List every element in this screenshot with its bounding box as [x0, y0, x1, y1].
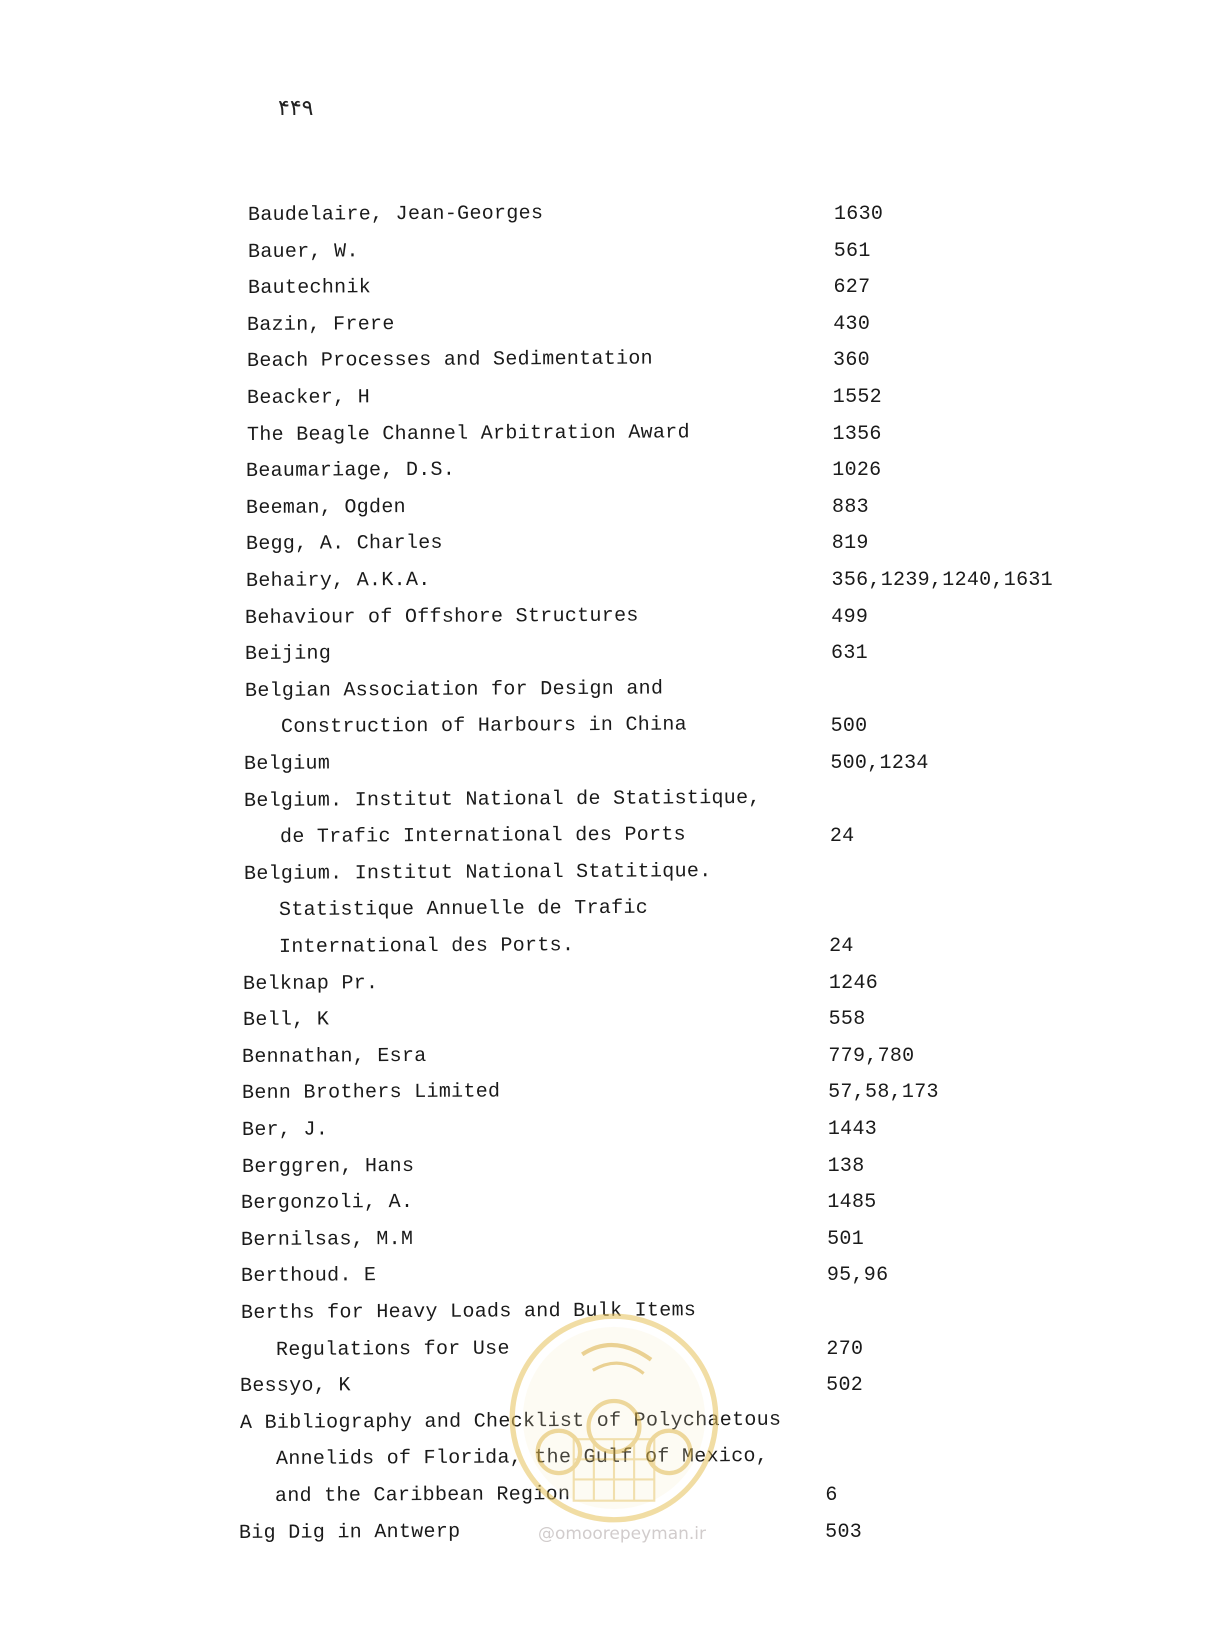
index-entry-pages: 501 [827, 1227, 865, 1251]
index-entry-term: Behaviour of Offshore Structures [245, 604, 640, 630]
index-entry-term: Berths for Heavy Loads and Bulk Items [240, 1299, 696, 1325]
index-entry-pages: 500,1234 [830, 752, 929, 775]
index-entry-term: Beaumariage, D.S. [246, 458, 456, 484]
index-entry-pages: 627 [833, 276, 871, 300]
index-entry-pages: 138 [827, 1154, 865, 1178]
index-entry-pages: 1026 [832, 459, 882, 483]
index-entry-pages: 1356 [832, 422, 882, 446]
watermark-site-text: @omoorepeyman.ir [538, 1524, 707, 1544]
index-entry-pages: 1485 [827, 1191, 877, 1215]
index-entry-term-continuation: and the Caribbean Region [275, 1483, 571, 1508]
index-entry-term: Bergonzoli, A. [241, 1191, 414, 1216]
index-entry-term: Belgium [244, 752, 331, 776]
index-entry-term: Bessyo, K [240, 1374, 351, 1399]
index-entry-pages: 1246 [828, 971, 879, 995]
index-entry-pages: 57,58,173 [828, 1081, 939, 1105]
index-entry-pages: 24 [829, 825, 855, 849]
index-entry-term: Baudelaire, Jean-Georges [247, 202, 544, 227]
index-entry-term-continuation: Annelids of Florida, the Gulf of Mexico, [275, 1445, 768, 1472]
index-entry-pages: 779,780 [828, 1044, 915, 1068]
index-entry-term: Bell, K [242, 1008, 329, 1033]
index-entry-term: Belgian Association for Design and [244, 677, 664, 703]
index-entry-term-continuation: International des Ports. [279, 934, 575, 959]
index-entry-term: Belknap Pr. [242, 971, 379, 996]
index-entry-pages: 430 [833, 312, 871, 336]
index-entry-pages: 503 [825, 1520, 863, 1544]
index-entry-term-continuation: Construction of Harbours in China [280, 713, 687, 740]
index-entry-pages: 561 [833, 239, 871, 263]
index-entry-term: Begg, A. Charles [245, 532, 443, 557]
index-entry-term: Berggren, Hans [241, 1154, 414, 1179]
index-entry-term: Bernilsas, M.M [241, 1227, 414, 1252]
index-entry-term: Ber, J. [241, 1118, 329, 1142]
page-number: ۴۴۹ [278, 96, 314, 121]
index-entry-term: Bauer, W. [247, 239, 359, 264]
index-entry-term: Beeman, Ogden [245, 495, 407, 520]
index-entry-term: Bautechnik [247, 276, 371, 301]
index-entry-pages: 360 [833, 349, 870, 373]
index-entry-pages: 356,1239,1240,1631 [831, 569, 1053, 592]
index-entry-pages: 499 [831, 605, 869, 629]
index-entry-pages: 819 [831, 532, 869, 556]
index-entry-term: Belgium. Institut National Statitique. [243, 859, 712, 886]
index-entry-pages: 1552 [832, 386, 882, 409]
index-entry-term: Belgium. Institut National de Statistique, [243, 786, 761, 813]
index-entry-pages: 1630 [834, 203, 884, 226]
index-entry-term: Behairy, A.K.A. [245, 568, 431, 593]
index-entry-pages: 500 [830, 715, 868, 739]
index-entry-pages: 6 [825, 1484, 838, 1507]
index-entry-term-continuation: Regulations for Use [276, 1337, 511, 1362]
index-entry-pages: 558 [828, 1008, 866, 1032]
index-entry-pages: 631 [831, 642, 868, 666]
index-entry-term: Berthoud. E [240, 1264, 377, 1289]
index-entry-pages: 502 [826, 1374, 864, 1398]
index-entry-term: Big Dig in Antwerp [239, 1520, 461, 1545]
index-entry-term: Benn Brothers Limited [242, 1080, 501, 1106]
index-entry-pages: 883 [832, 495, 869, 519]
index-entry-term: Beijing [244, 642, 332, 667]
index-entry-term: The Beagle Channel Arbitration Award [246, 420, 690, 447]
index-entry-term: A Bibliography and Checklist of Polychaetous [239, 1408, 782, 1435]
index-entry-term-continuation: Statistique Annuelle de Trafic [279, 897, 649, 923]
index-entry-term: Beacker, H [246, 386, 370, 410]
index-entry-pages: 270 [826, 1337, 864, 1361]
index-entry-term: Beach Processes and Sedimentation [246, 347, 654, 374]
index-entry-pages: 95,96 [826, 1264, 889, 1288]
index-entry-pages: 1443 [827, 1118, 878, 1141]
index-entry-term: Bennathan, Esra [242, 1044, 427, 1069]
index-entry-pages: 24 [829, 935, 854, 958]
index-entry-term-continuation: de Trafic International des Ports [279, 823, 686, 850]
index-entry-term: Bazin, Frere [247, 312, 395, 337]
